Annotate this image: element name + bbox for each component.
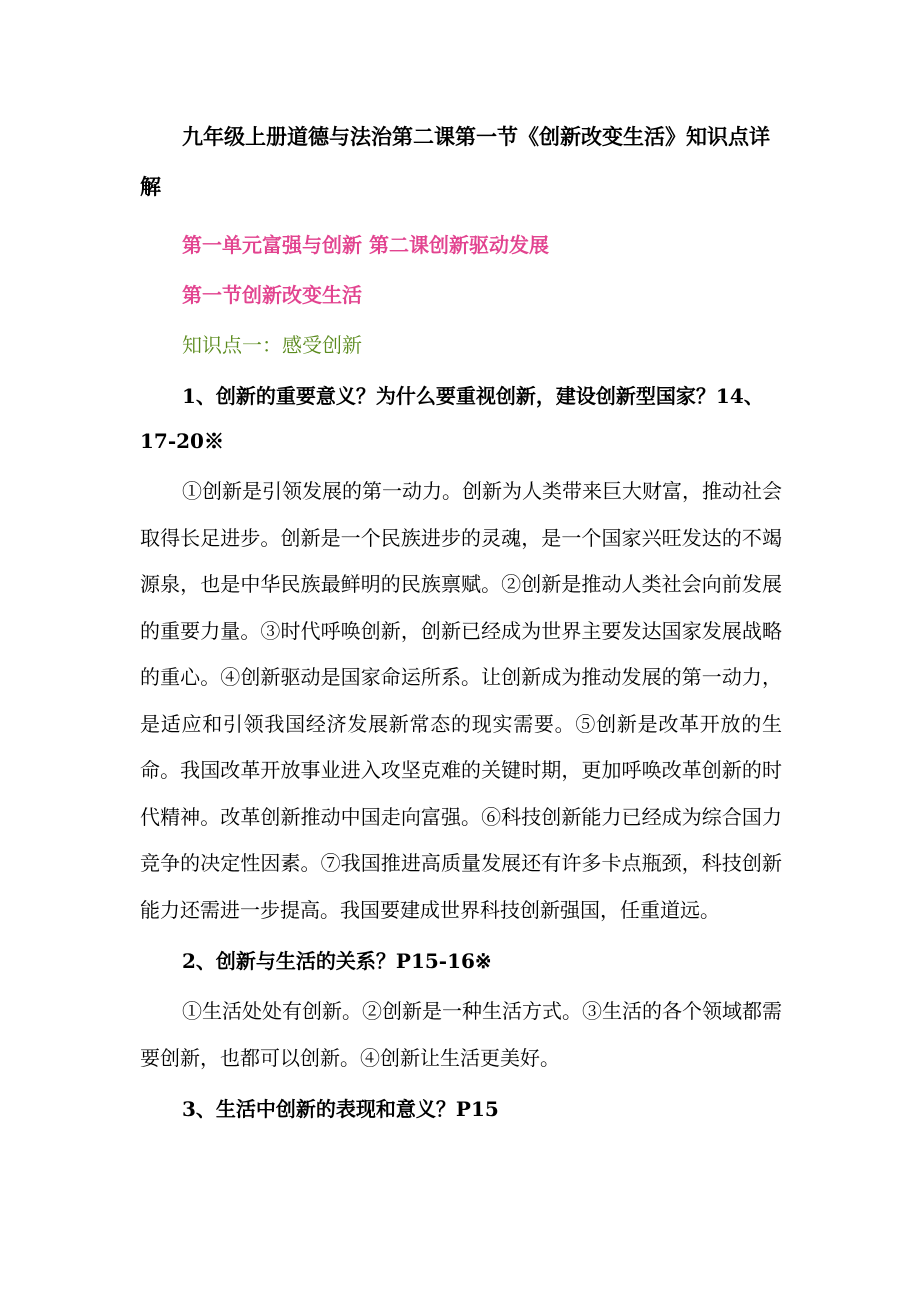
answer-1: ①创新是引领发展的第一动力。创新为人类带来巨大财富，推动社会取得长足进步。创新是一个民族进步的灵魂，是一个国家兴旺发达的不竭源泉，也是中华民族最鲜明的民族禀赋。②创新是推动人类社会向前发展的重要力量。③时代呼唤创新，创新已经成为世界主要发达国家发展战略的重心。④创新驱动是国家命运所系。让创新成为推动发展的第一动力，是适应和引领我国经济发展新常态的现实需要。⑤创新是改革开放的生命。我国改革开放事业进入攻坚克难的关键时期，更加呼唤改革创新的时代精神。改革创新推动中国走向富强。⑥科技创新能力已经成为综合国力竞争的决定性因素。⑦我国推进高质量发展还有许多卡点瓶颈，科技创新能力还需进一步提高。我国要建成世界科技创新强国，任重道远。 xyxy=(140,479,782,922)
document-title: 九年级上册道德与法治第二课第一节《创新改变生活》知识点详解 xyxy=(140,125,770,199)
question-1: 1、创新的重要意义？为什么要重视创新，建设创新型国家？14、17-20※ xyxy=(140,384,764,453)
answer-2: ①生活处处有创新。②创新是一种生活方式。③生活的各个领域都需要创新，也都可以创新。④创新让生活更美好。 xyxy=(140,999,782,1070)
question-2: 2、创新与生活的关系？P15-16※ xyxy=(182,949,492,973)
section-heading: 第一节创新改变生活 xyxy=(182,283,362,307)
unit-heading: 第一单元富强与创新 第二课创新驱动发展 xyxy=(182,233,549,257)
question-3: 3、生活中创新的表现和意义？P15 xyxy=(182,1097,499,1121)
document-page xyxy=(140,112,782,1132)
knowledge-point-heading: 知识点一：感受创新 xyxy=(182,333,362,357)
